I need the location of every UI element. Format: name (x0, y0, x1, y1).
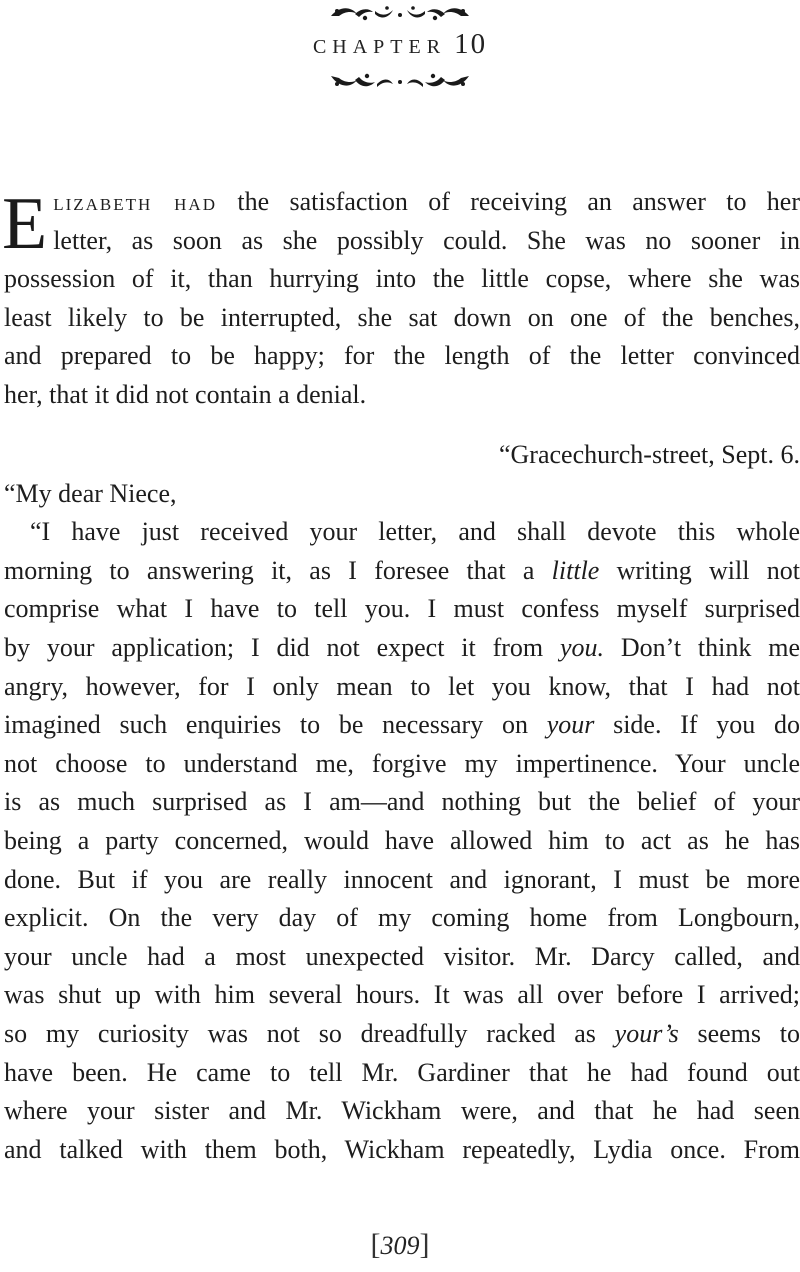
text-span: side. If you do (594, 710, 800, 740)
text-line: explicit. On the very day of my coming home from Longbourn, (4, 903, 800, 933)
top-ornament (0, 2, 800, 24)
text-line: and talked with them both, Wickham repeatedly, Lydia once. From (4, 1134, 800, 1164)
opening-paragraph (4, 183, 800, 415)
text-line: where your sister and Mr. Wickham were, and that he had seen (4, 1096, 800, 1126)
text-line: comprise what I have to tell you. I must confess myself surprised (4, 594, 800, 624)
text-line: have been. He came to tell Mr. Gardiner that he had found out (4, 1057, 800, 1087)
text-line: possession of it, than hurrying into the little copse, where she was (4, 264, 800, 294)
text-line (4, 629, 800, 668)
text-span: the satisfaction of receiving an answer to her (216, 187, 800, 216)
text-line: your uncle had a most unexpected visitor. Mr. Darcy called, and (4, 941, 800, 971)
text-span: Don’t think me (604, 632, 800, 662)
letter-dateline: “Gracechurch-street, Sept. 6. (498, 440, 800, 469)
drop-cap: E (2, 183, 48, 265)
text-line: is as much surprised as I am—and nothing but the belief of your (4, 787, 800, 817)
text-line: being a party concerned, would have allowed him to act as he has (4, 825, 800, 855)
text-line: was shut up with him several hours. It was all over before I arrived; (4, 980, 800, 1010)
flourish-icon (325, 2, 475, 24)
chapter-word: chapter (312, 28, 447, 60)
letter-text (4, 436, 800, 1169)
text-line: angry, however, for I only mean to let you know, that I had not (4, 671, 800, 701)
text-line: and prepared to be happy; for the length of the letter convinced (4, 341, 800, 371)
text-span: so my curiosity was not so dreadfully racked as (4, 1018, 615, 1048)
italic-span: you. (560, 632, 605, 662)
text-span: morning to answering it, as I foresee that a (4, 555, 552, 585)
chapter-number: 10 (454, 28, 488, 60)
italic-span: little (551, 555, 600, 585)
page-number (0, 1228, 800, 1262)
text-span: by your application; I did not expect it from (4, 632, 560, 662)
small-caps-lead: lizabeth had (53, 190, 217, 216)
page-number-value: 309 (380, 1231, 420, 1260)
letter-salutation: “My dear Niece, (4, 478, 177, 508)
text-line (4, 552, 800, 591)
text-line (4, 1015, 800, 1054)
italic-span: your (546, 710, 595, 740)
italic-span: your’s (614, 1018, 679, 1048)
text-line: done. But if you are really innocent and ignorant, I must be more (4, 864, 800, 894)
text-line: not choose to understand me, forgive my impertinence. Your uncle (4, 748, 800, 778)
text-line (4, 706, 800, 745)
flourish-icon (325, 70, 475, 94)
text-span: seems to (678, 1018, 800, 1048)
chapter-heading (0, 28, 800, 61)
right-bracket-icon: ] (419, 1228, 430, 1261)
bottom-ornament (0, 70, 800, 94)
text-line: her, that it did not contain a denial. (4, 379, 367, 409)
text-span: imagined such enquiries to be necessary on (4, 710, 547, 740)
left-bracket-icon: [ (370, 1228, 381, 1261)
text-line (4, 183, 800, 222)
text-line: letter, as soon as she possibly could. She was no sooner in (53, 225, 800, 255)
text-line: least likely to be interrupted, she sat down on one of the benches, (4, 302, 800, 332)
text-line: “I have just received your letter, and shall devote this whole (30, 517, 800, 547)
text-span: writing will not (599, 555, 800, 585)
